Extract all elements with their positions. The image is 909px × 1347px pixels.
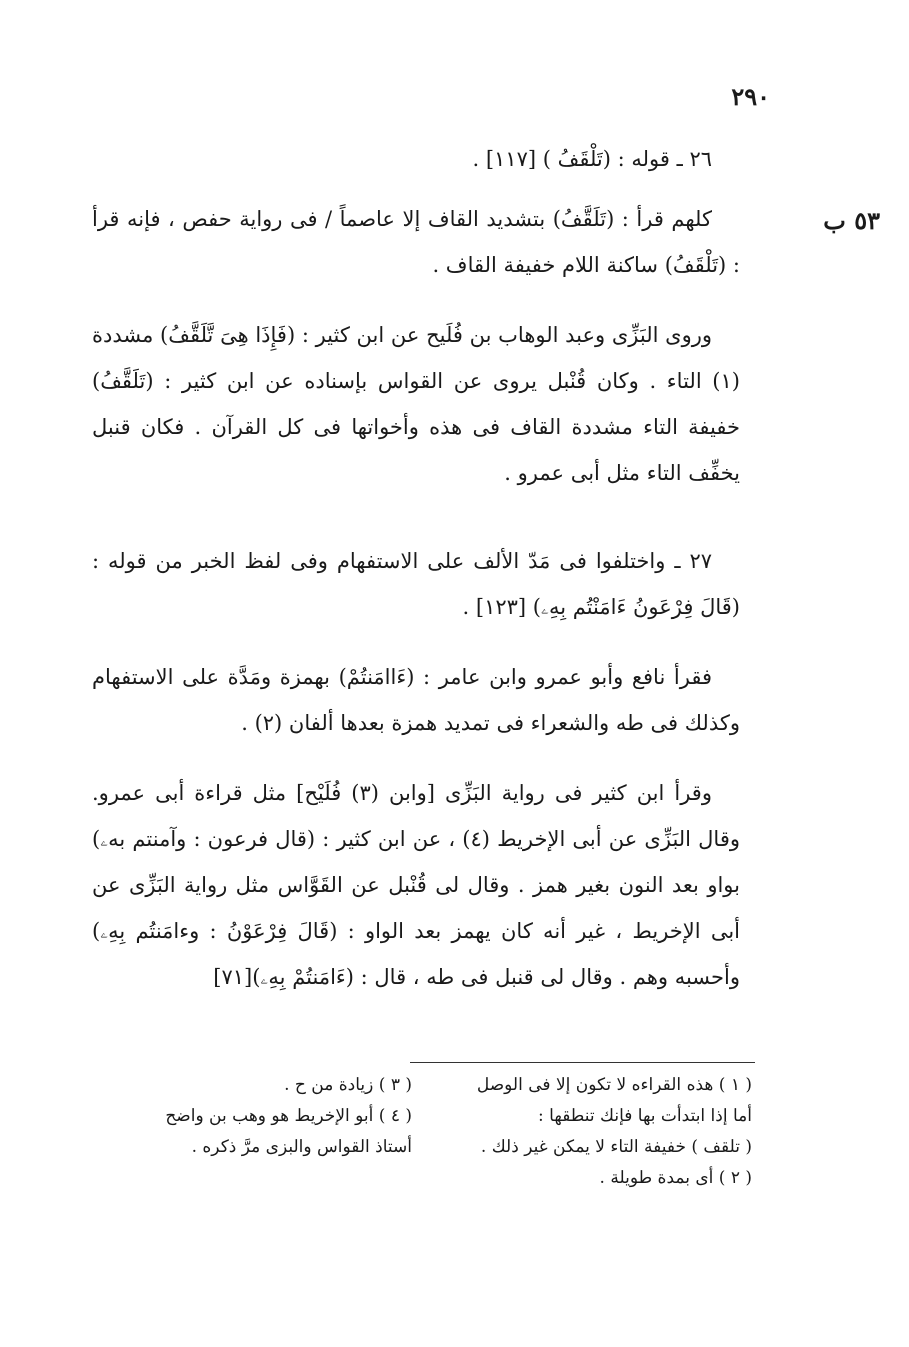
paragraph-text: وقرأ ابن كثير فى رواية البَزِّى [وابن (٣) فُلَيْح] مثل قراءة أبى عمرو. وقال البَزِّى عن أبى الإخريط (٤) ، عن ابن كثير : (قال فرعون : وآمنتم بهۦ) بواو بعد النون بغير همز . وقال لى قُنْبل عن القَوَّاس مثل رواية البَزِّى عن أبى الإخريط ، غير أنه كان يهمز بعد الواو : (قَالَ فِرْعَوْنُ : وءامَنتُم بِهِۦ) وأحسبه وهم . وقال لى قنبل فى طه ، قال : (ءَامَنتُمْ بِهِۦ)[٧١] — [92, 781, 740, 989]
paragraph-text: ٢٦ ـ قوله : (تَلْقَفُ ) [١١٧] . — [472, 147, 712, 171]
paragraph-text: ٢٧ ـ واختلفوا فى مَدّ الألف على الاستفهام وفى لفظ الخبر من قوله : (قَالَ فِرْعَونُ ءَامَنْتُم بِهِۦ) [١٢٣] . — [92, 549, 740, 619]
paragraph-1 — [92, 136, 740, 182]
paragraph-text: كلهم قرأ : (تَلَقَّفُ) بتشديد القاف إلا عاصماً / فى رواية حفص ، فإنه قرأ : (تَلْقَفُ) ساكنة اللام خفيفة القاف . — [92, 207, 740, 277]
footnote-empty — [92, 1163, 412, 1194]
paragraph-text: وروى البَزِّى وعبد الوهاب بن فُلَيح عن ابن كثير : (فَإِذَا هِىَ تَّلَقَّفُ) مشددة (١) التاء . وكان قُنْبل يروى عن القواس بإسناده عن ابن كثير : (تَلَقَّفُ) خفيفة التاء مشددة القاف فى هذه وأخواتها فى كل القرآن . فكان قنبل يخفِّف التاء مثل أبى عمرو . — [92, 323, 740, 485]
footnote-divider — [410, 1062, 755, 1063]
footnote-1-end: ( تلقف ) خفيفة التاء لا يمكن غير ذلك . — [480, 1137, 752, 1157]
footnote-row — [92, 1101, 752, 1132]
footnote-1-continued: أما إذا ابتدأت بها فإنك تنطقها : — [538, 1106, 752, 1126]
footnote-row — [92, 1132, 752, 1163]
paragraph-3 — [92, 312, 740, 496]
footnotes — [92, 1070, 752, 1194]
footnote-4: ( ٤ ) أبو الإخريط هو وهب بن واضح — [165, 1106, 412, 1126]
footnote-row — [92, 1163, 752, 1194]
paragraph-2 — [92, 196, 740, 288]
paragraph-6 — [92, 770, 740, 1000]
footnote-3: ( ٣ ) زيادة من ح . — [284, 1075, 412, 1095]
footnote-4-continued: أستاذ القواس والبزى مرَّ ذكره . — [191, 1137, 412, 1157]
paragraph-text: فقرأ نافع وأبو عمرو وابن عامر : (ءَاامَنتُمْ) بهمزة ومَدَّة على الاستفهام وكذلك فى طه والشعراء فى تمديد همزة بعدها ألفان (٢) . — [92, 665, 740, 735]
footnote-1: ( ١ ) هذه القراءه لا تكون إلا فى الوصل — [476, 1075, 752, 1095]
footnote-2: ( ٢ ) أى بمدة طويلة . — [599, 1168, 752, 1188]
paragraph-4 — [92, 538, 740, 630]
page-number: ٢٩٠ — [731, 82, 770, 111]
footnote-row — [92, 1070, 752, 1101]
margin-folio-note: ٥٣ ب — [823, 206, 880, 235]
paragraph-5 — [92, 654, 740, 746]
